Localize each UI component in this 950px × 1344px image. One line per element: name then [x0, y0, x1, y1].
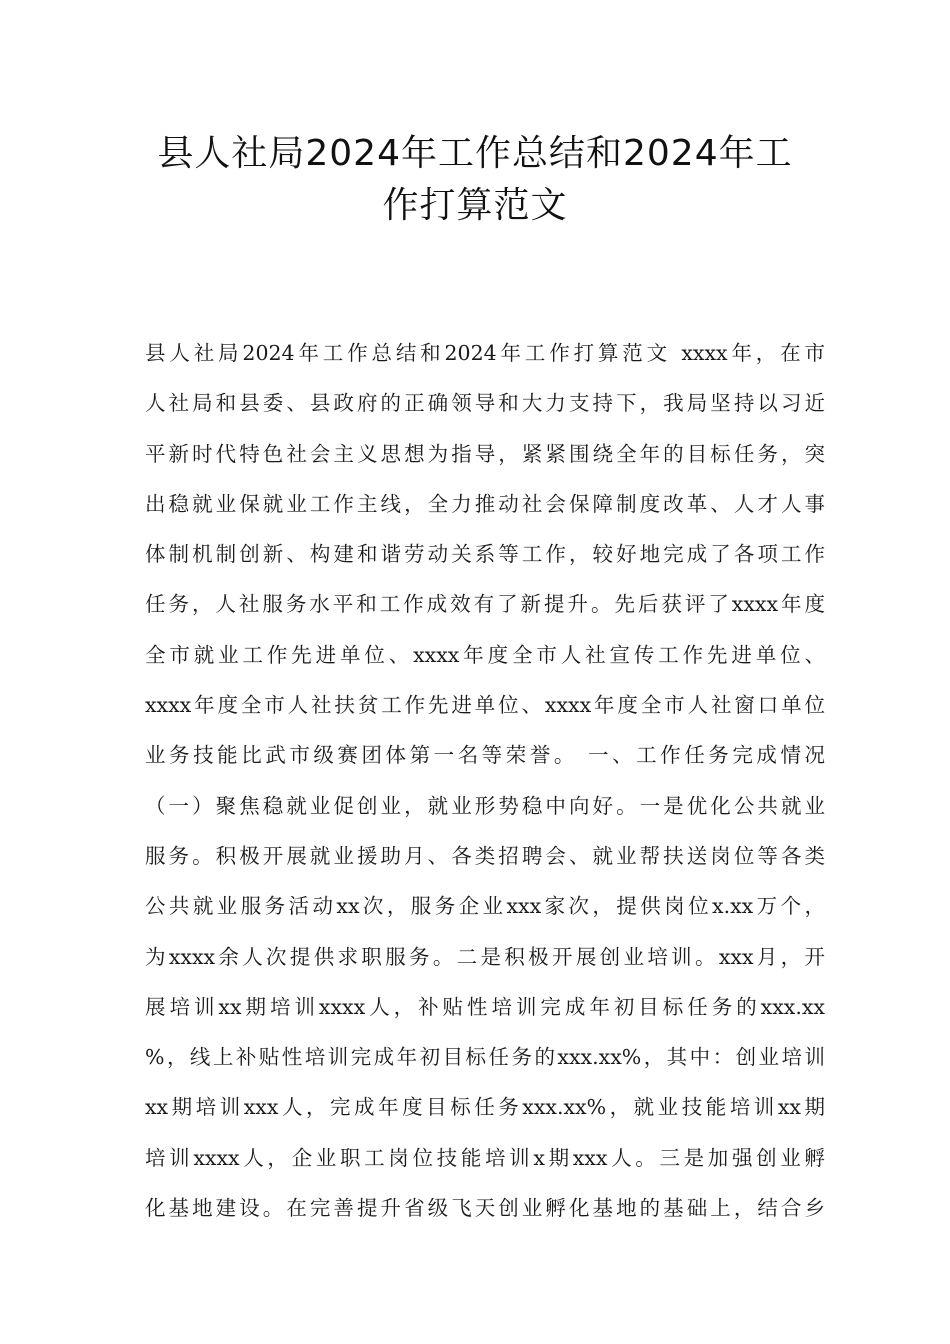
document-body	[145, 333, 825, 1238]
body-line: 展培训xx期培训xxxx人，补贴性培训完成年初目标任务的xxx.xx	[145, 994, 825, 1019]
body-line: xx期培训xxx人，完成年度目标任务xxx.xx%，就业技能培训xx期	[145, 1095, 825, 1120]
body-line: 为xxxx余人次提供求职服务。二是积极开展创业培训。xxx月，开	[145, 944, 825, 969]
body-line: 平新时代特色社会主义思想为指导，紧紧围绕全年的目标任务，突	[145, 441, 825, 466]
title-line: 作打算范文	[382, 185, 568, 226]
body-line: 公共就业服务活动xx次，服务企业xxx家次，提供岗位x.xx万个，	[145, 894, 825, 919]
body-line: 业务技能比武市级赛团体第一名等荣誉。 一、工作任务完成情况	[145, 743, 825, 768]
body-line: 任务，人社服务水平和工作成效有了新提升。先后获评了xxxx年度	[145, 592, 825, 617]
body-line: 人社局和县委、县政府的正确领导和大力支持下，我局坚持以习近	[145, 391, 825, 416]
body-line: 体制机制创新、构建和谐劳动关系等工作，较好地完成了各项工作	[145, 542, 825, 567]
body-line: 化基地建设。在完善提升省级飞天创业孵化基地的基础上，结合乡	[145, 1196, 825, 1221]
body-line: xxxx年度全市人社扶贫工作先进单位、xxxx年度全市人社窗口单位	[145, 693, 825, 718]
body-line: %，线上补贴性培训完成年初目标任务的xxx.xx%，其中：创业培训	[145, 1045, 825, 1070]
body-line: 县人社局2024年工作总结和2024年工作打算范文 xxxx年，在市	[145, 341, 825, 365]
body-line: 培训xxxx人，企业职工岗位技能培训x期xxx人。三是加强创业孵	[145, 1145, 825, 1170]
body-line: （一）聚焦稳就业促创业，就业形势稳中向好。一是优化公共就业	[145, 793, 825, 818]
document-title	[145, 128, 805, 232]
body-line: 出稳就业保就业工作主线，全力推动社会保障制度改革、人才人事	[145, 491, 825, 516]
body-line: 服务。积极开展就业援助月、各类招聘会、就业帮扶送岗位等各类	[145, 843, 825, 868]
body-line: 全市就业工作先进单位、xxxx年度全市人社宣传工作先进单位、	[145, 642, 825, 667]
title-line: 县人社局2024年工作总结和2024年工	[157, 133, 793, 174]
